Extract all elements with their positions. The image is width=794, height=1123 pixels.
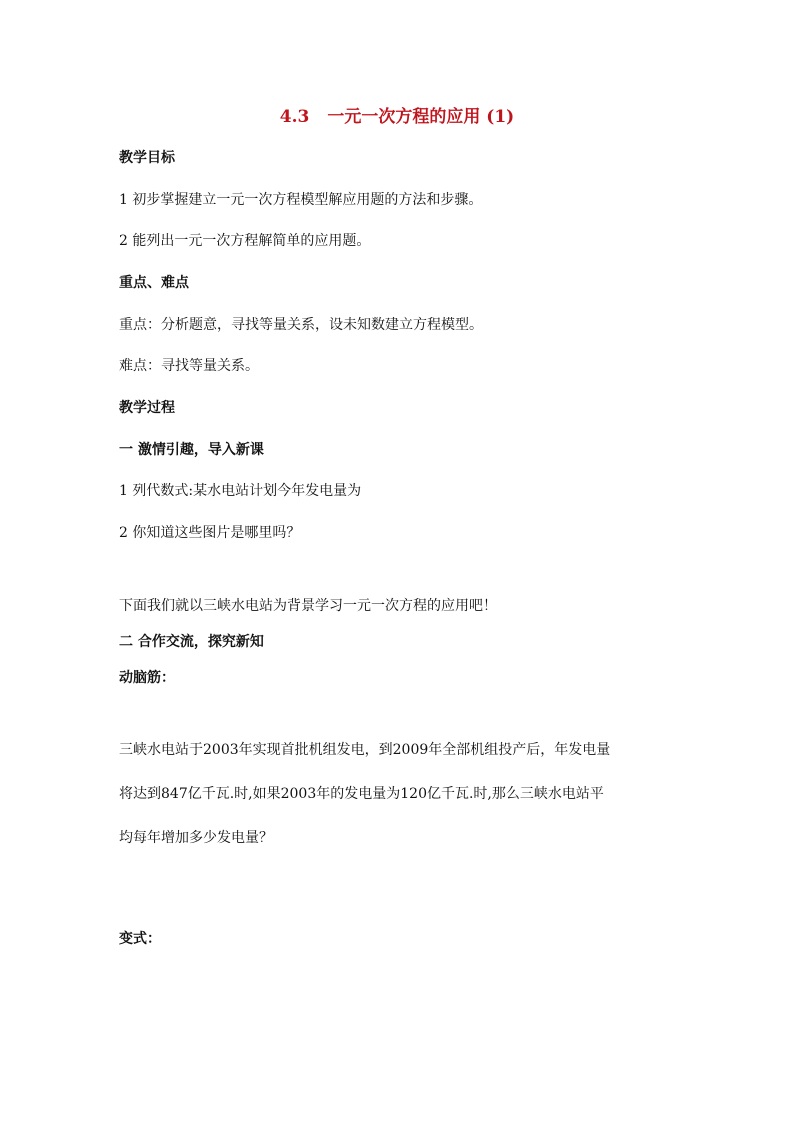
document-title bbox=[0, 106, 794, 128]
transition-text: 下面我们就以三峡水电站为背景学习一元一次方程的应用吧！ bbox=[119, 598, 497, 614]
problem-line: 均每年增加多少发电量？ bbox=[119, 830, 273, 846]
section1-item: 2 你知道这些图片是哪里吗？ bbox=[119, 525, 301, 541]
key-heading: 重点、难点 bbox=[119, 275, 189, 291]
problem-line: 三峡水电站于2003年实现首批机组发电，到2009年全部机组投产后，年发电量 bbox=[119, 742, 611, 758]
title-number: 4.3 bbox=[279, 107, 310, 127]
think-label: 动脑筋： bbox=[119, 670, 175, 686]
section1-heading: 一 激情引趣，导入新课 bbox=[119, 442, 264, 458]
goals-heading: 教学目标 bbox=[119, 150, 175, 166]
goal-item: 1 初步掌握建立一元一次方程模型解应用题的方法和步骤。 bbox=[119, 192, 483, 208]
goal-item: 2 能列出一元一次方程解简单的应用题。 bbox=[119, 233, 371, 249]
title-text: 一元一次方程的应用 (1) bbox=[327, 107, 515, 127]
problem-line: 将达到847亿千瓦.时,如果2003年的发电量为120亿千瓦.时,那么三峡水电站平 bbox=[119, 786, 604, 802]
key-point: 重点：分析题意，寻找等量关系，设未知数建立方程模型。 bbox=[119, 317, 483, 333]
section2-heading: 二 合作交流，探究新知 bbox=[119, 634, 264, 650]
process-heading: 教学过程 bbox=[119, 400, 175, 416]
section1-item: 1 列代数式:某水电站计划今年发电量为 bbox=[119, 483, 362, 499]
variant-label: 变式： bbox=[119, 931, 161, 947]
difficult-point: 难点：寻找等量关系。 bbox=[119, 358, 259, 374]
